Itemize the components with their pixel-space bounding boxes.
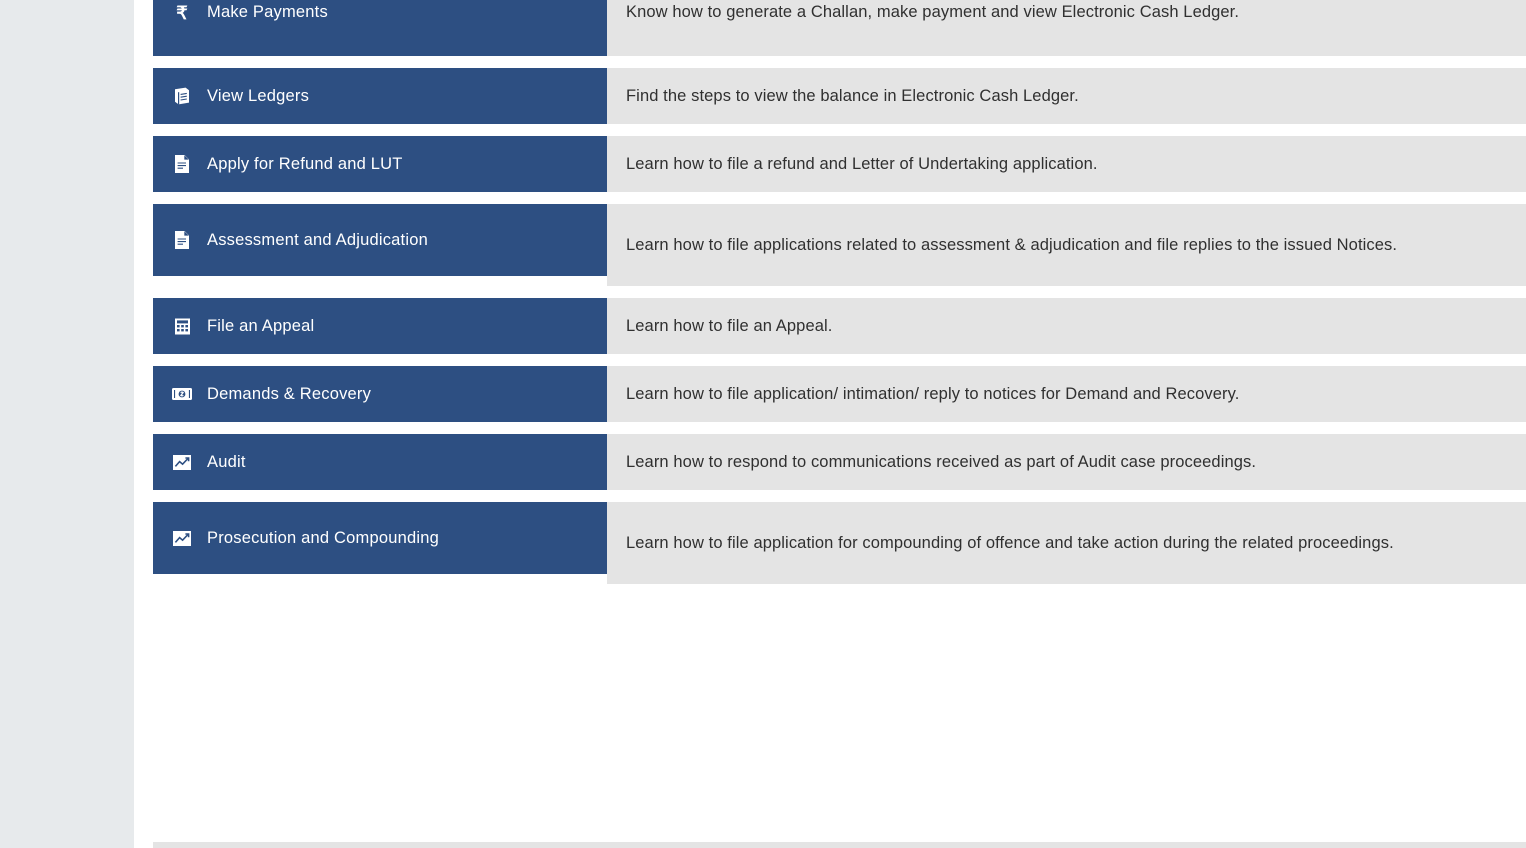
help-topic-description: Find the steps to view the balance in Electronic Cash Ledger. bbox=[607, 68, 1526, 124]
help-topic-description: Learn how to file applications related to assessment & adjudication and file replies to the issued Notices. bbox=[607, 204, 1526, 286]
help-topic-description: Learn how to file an Appeal. bbox=[607, 298, 1526, 354]
help-topic-button-make-payments[interactable] bbox=[153, 0, 607, 56]
help-topics-list bbox=[153, 0, 1526, 848]
calculator-icon bbox=[171, 315, 193, 337]
help-topic-label: Prosecution and Compounding bbox=[207, 528, 439, 547]
help-topic-button-apply-for-refund-and-lut[interactable] bbox=[153, 136, 607, 192]
list-item[interactable] bbox=[153, 68, 1526, 124]
help-topic-description: Learn how to file application/ intimation/ reply to notices for Demand and Recovery. bbox=[607, 366, 1526, 422]
help-topic-button-assessment-and-adjudication[interactable] bbox=[153, 204, 607, 276]
list-item[interactable] bbox=[153, 204, 1526, 286]
list-item[interactable] bbox=[153, 0, 1526, 56]
left-gutter-edge bbox=[134, 0, 153, 848]
list-item[interactable] bbox=[153, 366, 1526, 422]
document-icon bbox=[171, 153, 193, 175]
list-item[interactable] bbox=[153, 434, 1526, 490]
list-item[interactable] bbox=[153, 298, 1526, 354]
left-gutter bbox=[0, 0, 134, 848]
money-coin-icon bbox=[171, 383, 193, 405]
help-topic-button-prosecution-and-compounding[interactable] bbox=[153, 502, 607, 574]
help-topic-label: Make Payments bbox=[207, 3, 328, 21]
help-topic-button-demands-and-recovery[interactable] bbox=[153, 366, 607, 422]
help-topic-label: Demands & Recovery bbox=[207, 384, 372, 403]
document-icon bbox=[171, 229, 193, 251]
list-item[interactable] bbox=[153, 136, 1526, 192]
help-topic-label: View Ledgers bbox=[207, 86, 310, 105]
help-topic-description: Learn how to respond to communications received as part of Audit case proceedings. bbox=[607, 434, 1526, 490]
chart-line-icon bbox=[171, 527, 193, 549]
help-topic-button-audit[interactable] bbox=[153, 434, 607, 490]
help-topic-label: Audit bbox=[207, 452, 246, 471]
help-topic-label: File an Appeal bbox=[207, 316, 315, 335]
help-topic-description: Learn how to file application for compounding of offence and take action during the related proceedings. bbox=[607, 502, 1526, 584]
help-topic-button-file-an-appeal[interactable] bbox=[153, 298, 607, 354]
chart-line-icon bbox=[171, 451, 193, 473]
list-item[interactable] bbox=[153, 502, 1526, 584]
help-topic-label: Assessment and Adjudication bbox=[207, 230, 428, 249]
rupee-icon: ₹ bbox=[176, 3, 188, 23]
help-topic-button-view-ledgers[interactable] bbox=[153, 68, 607, 124]
next-row-partial bbox=[153, 842, 1526, 848]
help-topic-label: Apply for Refund and LUT bbox=[207, 154, 403, 173]
ledger-book-icon bbox=[171, 85, 193, 107]
help-topic-description: Know how to generate a Challan, make payment and view Electronic Cash Ledger. bbox=[607, 0, 1526, 56]
help-topic-description: Learn how to file a refund and Letter of Undertaking application. bbox=[607, 136, 1526, 192]
